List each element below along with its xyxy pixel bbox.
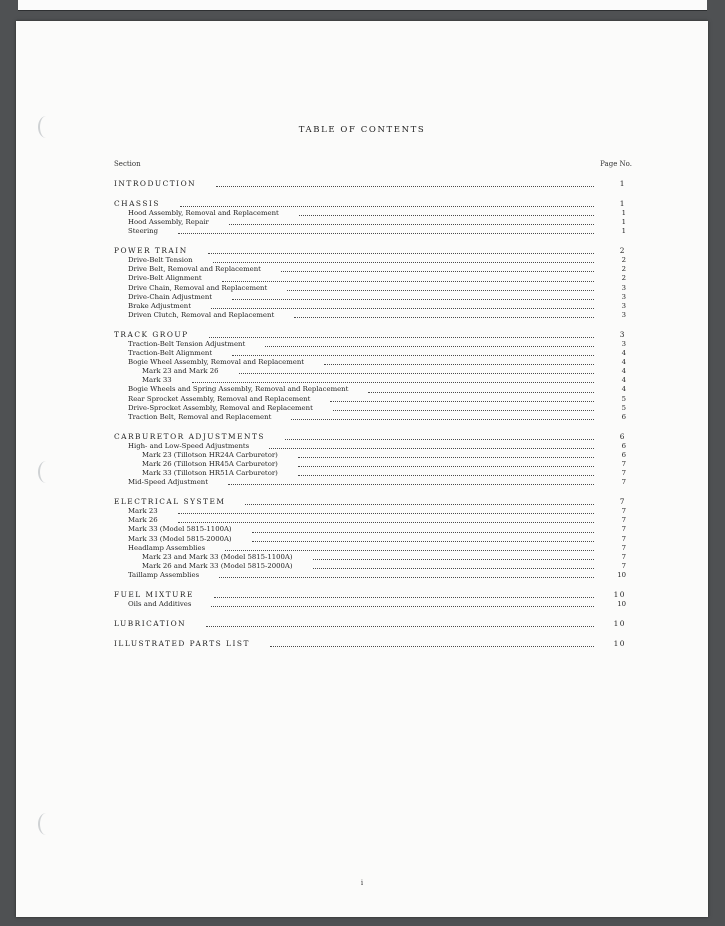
- toc-entry-row[interactable]: [114, 367, 626, 376]
- dot-leader: [285, 438, 594, 440]
- dot-leader: [252, 531, 594, 533]
- toc-entry-row[interactable]: [114, 256, 626, 265]
- toc-entry-row[interactable]: [114, 562, 626, 571]
- toc-entry-label: Mark 26: [128, 516, 158, 525]
- page-column-header: Page No.: [600, 160, 632, 168]
- toc-entry-row[interactable]: [114, 460, 626, 469]
- toc-section-row[interactable]: [114, 431, 626, 442]
- toc-section-row[interactable]: [114, 178, 626, 189]
- toc-title: TABLE OF CONTENTS: [298, 125, 426, 135]
- toc-group: [114, 496, 626, 580]
- document-page: [16, 21, 708, 917]
- toc-entry-label: Headlamp Assemblies: [128, 543, 206, 552]
- toc-entry-page: 1: [621, 227, 626, 236]
- dot-leader: [211, 605, 594, 607]
- toc-entry-label: LUBRICATION: [114, 619, 187, 629]
- toc-entry-page: 10: [617, 570, 626, 579]
- toc-entry-label: Bogie Wheels and Spring Assembly, Removal and Replacement: [128, 385, 349, 394]
- toc-entry-row[interactable]: [114, 218, 626, 227]
- binder-hole-mark: [38, 813, 54, 835]
- toc-group: [114, 198, 626, 236]
- toc-entry-row[interactable]: [114, 516, 626, 525]
- dot-leader: [216, 185, 594, 187]
- toc-section-row[interactable]: [114, 589, 626, 600]
- toc-entry-row[interactable]: [114, 349, 626, 358]
- toc-entry-page: 4: [621, 358, 626, 367]
- toc-group: [114, 618, 626, 629]
- toc-entry-page: 7: [621, 469, 626, 478]
- toc-entry-page: 6: [621, 441, 626, 450]
- toc-entry-row[interactable]: [114, 451, 626, 460]
- toc-entry-label: Mark 33 (Tillotson HR51A Carburetor): [142, 469, 278, 478]
- dot-leader: [208, 252, 594, 254]
- dot-leader: [229, 223, 594, 225]
- dot-leader: [178, 512, 594, 514]
- toc-entry-page: 10: [613, 590, 626, 599]
- toc-entry-label: Drive-Sprocket Assembly, Removal and Replacement: [128, 403, 313, 412]
- toc-entry-label: CHASSIS: [114, 199, 160, 208]
- toc-entry-label: Drive-Belt Tension: [128, 256, 193, 265]
- toc-entry-label: Hood Assembly, Removal and Replacement: [128, 209, 279, 217]
- toc-entry-row[interactable]: [114, 385, 626, 394]
- toc-entry-label: POWER TRAIN: [114, 246, 188, 256]
- toc-group: [114, 589, 626, 609]
- toc-section-row[interactable]: [114, 638, 626, 649]
- toc-entry-page: 4: [621, 367, 626, 376]
- page-number: i: [360, 879, 364, 887]
- toc-entry-label: Mark 33 (Model 5815-2000A): [128, 534, 232, 543]
- toc-entry-row[interactable]: [114, 293, 626, 302]
- toc-entry-page: 1: [619, 199, 626, 208]
- dot-leader: [219, 576, 594, 578]
- toc-entry-page: 1: [619, 179, 626, 188]
- toc-entry-label: CARBURETOR ADJUSTMENTS: [114, 431, 265, 441]
- dot-leader: [298, 474, 594, 476]
- dot-leader: [287, 289, 594, 291]
- toc-section-row[interactable]: [114, 496, 626, 507]
- toc-entry-label: Hood Assembly, Repair: [128, 218, 209, 227]
- toc-entry-label: Drive Chain, Removal and Replacement: [128, 283, 268, 292]
- toc-entry-row[interactable]: [114, 507, 626, 516]
- toc-entry-page: 3: [621, 301, 626, 310]
- toc-entry-label: Mark 23 and Mark 33 (Model 5815-1100A): [142, 552, 293, 561]
- toc-entry-label: Brake Adjustment: [128, 301, 191, 310]
- toc-entry-row[interactable]: [114, 284, 626, 293]
- toc-entry-page: 7: [621, 534, 626, 543]
- binder-hole-mark: [38, 461, 54, 483]
- dot-leader: [239, 372, 594, 374]
- toc-entry-label: Drive Belt, Removal and Replacement: [128, 265, 261, 274]
- toc-entry-page: 7: [621, 516, 626, 525]
- dot-leader: [265, 345, 594, 347]
- dot-leader: [228, 483, 594, 485]
- toc-entry-label: Traction-Belt Alignment: [128, 349, 213, 358]
- dot-leader: [368, 391, 594, 393]
- toc-entry-row[interactable]: [114, 376, 626, 385]
- toc-entry-label: Drive-Chain Adjustment: [128, 292, 213, 301]
- dot-leader: [225, 549, 594, 551]
- dot-leader: [178, 521, 594, 523]
- toc-section-row[interactable]: [114, 618, 626, 629]
- toc-entry-row[interactable]: [114, 442, 626, 451]
- dot-leader: [211, 307, 594, 309]
- toc-entry-row[interactable]: [114, 544, 626, 553]
- toc-entry-page: 3: [621, 283, 626, 292]
- toc-entry-label: Mid-Speed Adjustment: [128, 478, 208, 487]
- toc-entry-row[interactable]: [114, 265, 626, 274]
- dot-leader: [178, 232, 594, 234]
- toc-entry-label: FUEL MIXTURE: [114, 590, 194, 599]
- toc-entry-page: 6: [621, 412, 626, 421]
- toc-section-row[interactable]: [114, 198, 626, 209]
- dot-leader: [281, 270, 594, 272]
- toc-entry-label: Rear Sprocket Assembly, Removal and Replacement: [128, 394, 311, 403]
- dot-leader: [298, 465, 594, 467]
- toc-entry-label: Bogie Wheel Assembly, Removal and Replacement: [128, 358, 305, 367]
- toc-entry-row[interactable]: [114, 358, 626, 367]
- toc-entry-label: Mark 23 (Tillotson HR24A Carburetor): [142, 450, 278, 459]
- toc-entry-page: 1: [621, 218, 626, 227]
- toc-entry-row[interactable]: [114, 209, 626, 218]
- dot-leader: [180, 205, 594, 207]
- toc-entry-label: INTRODUCTION: [114, 179, 197, 188]
- dot-leader: [324, 363, 594, 365]
- dot-leader: [222, 280, 594, 282]
- dot-leader: [313, 567, 594, 569]
- toc-entry-label: Mark 23: [128, 507, 158, 516]
- toc-entry-page: 10: [613, 639, 626, 649]
- toc-entry-row[interactable]: [114, 340, 626, 349]
- toc-entry-page: 7: [621, 478, 626, 487]
- toc-entry-page: 3: [619, 329, 626, 339]
- toc-entry-page: 5: [621, 403, 626, 412]
- dot-leader: [298, 456, 594, 458]
- toc-entry-row[interactable]: [114, 395, 626, 404]
- toc-entry-page: 3: [621, 310, 626, 319]
- toc-entry-row[interactable]: [114, 311, 626, 320]
- toc-entry-row[interactable]: [114, 404, 626, 413]
- toc-entry-page: 2: [621, 256, 626, 265]
- toc-entry-label: Mark 26 and Mark 33 (Model 5815-2000A): [142, 561, 293, 570]
- dot-leader: [313, 558, 594, 560]
- toc-entry-page: 1: [621, 209, 626, 217]
- toc-entry-page: 7: [621, 552, 626, 561]
- toc-entry-page: 6: [619, 431, 626, 441]
- toc-group: [114, 329, 626, 422]
- toc-entry-row[interactable]: [114, 302, 626, 311]
- dot-leader: [299, 214, 594, 216]
- toc-entry-row[interactable]: [114, 413, 626, 422]
- toc-entry-row[interactable]: [114, 600, 626, 609]
- toc-entry-label: Mark 26 (Tillotson HR45A Carburetor): [142, 459, 278, 468]
- dot-leader: [232, 298, 594, 300]
- toc-entry-page: 10: [613, 619, 626, 629]
- dot-leader: [245, 503, 594, 505]
- dot-leader: [333, 409, 594, 411]
- toc-entry-label: Mark 23 and Mark 26: [142, 367, 219, 376]
- toc-entry-label: Traction Belt, Removal and Replacement: [128, 412, 272, 421]
- toc-entry-row[interactable]: [114, 274, 626, 283]
- toc-entry-page: 7: [621, 507, 626, 516]
- toc-entry-row[interactable]: [114, 553, 626, 562]
- dot-leader: [209, 336, 594, 338]
- toc-entry-row[interactable]: [114, 535, 626, 544]
- toc-entry-label: Mark 33 (Model 5815-1100A): [128, 525, 232, 534]
- toc-entry-label: Taillamp Assemblies: [128, 570, 200, 579]
- dot-leader: [232, 354, 594, 356]
- toc-entry-page: 5: [621, 394, 626, 403]
- toc-entry-page: 7: [621, 525, 626, 534]
- dot-leader: [206, 625, 594, 627]
- toc-entry-label: TRACK GROUP: [114, 329, 189, 339]
- toc-entry-label: Steering: [128, 227, 158, 236]
- toc-entry-page: 3: [621, 292, 626, 301]
- toc-group: [114, 245, 626, 320]
- dot-leader: [294, 316, 594, 318]
- toc-entry-page: 4: [621, 385, 626, 394]
- dot-leader: [252, 540, 594, 542]
- toc-entry-label: Drive-Belt Alignment: [128, 274, 202, 283]
- dot-leader: [192, 381, 594, 383]
- toc-entry-page: 2: [619, 246, 626, 256]
- toc-entry-page: 7: [619, 497, 626, 507]
- toc-entry-label: ILLUSTRATED PARTS LIST: [114, 639, 250, 649]
- toc-entry-row[interactable]: [114, 469, 626, 478]
- toc-entry-row[interactable]: [114, 227, 626, 236]
- toc-entry-label: Oils and Additives: [128, 600, 192, 608]
- toc-section-row[interactable]: [114, 329, 626, 340]
- toc-entry-page: 4: [621, 376, 626, 385]
- dot-leader: [214, 596, 594, 598]
- toc-entry-label: ELECTRICAL SYSTEM: [114, 497, 226, 507]
- toc-entry-row[interactable]: [114, 478, 626, 487]
- toc-entry-page: 10: [617, 600, 626, 608]
- dot-leader: [330, 400, 594, 402]
- toc-entry-label: Traction-Belt Tension Adjustment: [128, 339, 246, 348]
- dot-leader: [270, 645, 594, 647]
- toc-entry-label: Mark 33: [142, 376, 172, 385]
- toc-entry-page: 2: [621, 265, 626, 274]
- toc-entry-row[interactable]: [114, 525, 626, 534]
- toc-entry-page: 7: [621, 459, 626, 468]
- toc-group: [114, 178, 626, 189]
- toc-section-row[interactable]: [114, 245, 626, 256]
- toc-entry-page: 7: [621, 543, 626, 552]
- toc-group: [114, 638, 626, 649]
- toc-entry-label: High- and Low-Speed Adjustments: [128, 441, 250, 450]
- toc-entry-page: 2: [621, 274, 626, 283]
- toc-entry-page: 3: [621, 339, 626, 348]
- table-of-contents: [114, 178, 626, 658]
- previous-page-edge: [18, 0, 707, 11]
- toc-entry-row[interactable]: [114, 571, 626, 580]
- dot-leader: [213, 261, 594, 263]
- toc-entry-page: 6: [621, 450, 626, 459]
- toc-entry-page: 7: [621, 561, 626, 570]
- dot-leader: [291, 418, 594, 420]
- toc-group: [114, 431, 626, 487]
- toc-entry-page: 4: [621, 349, 626, 358]
- dot-leader: [269, 447, 594, 449]
- toc-entry-label: Driven Clutch, Removal and Replacement: [128, 310, 275, 319]
- section-column-header: Section: [114, 160, 141, 168]
